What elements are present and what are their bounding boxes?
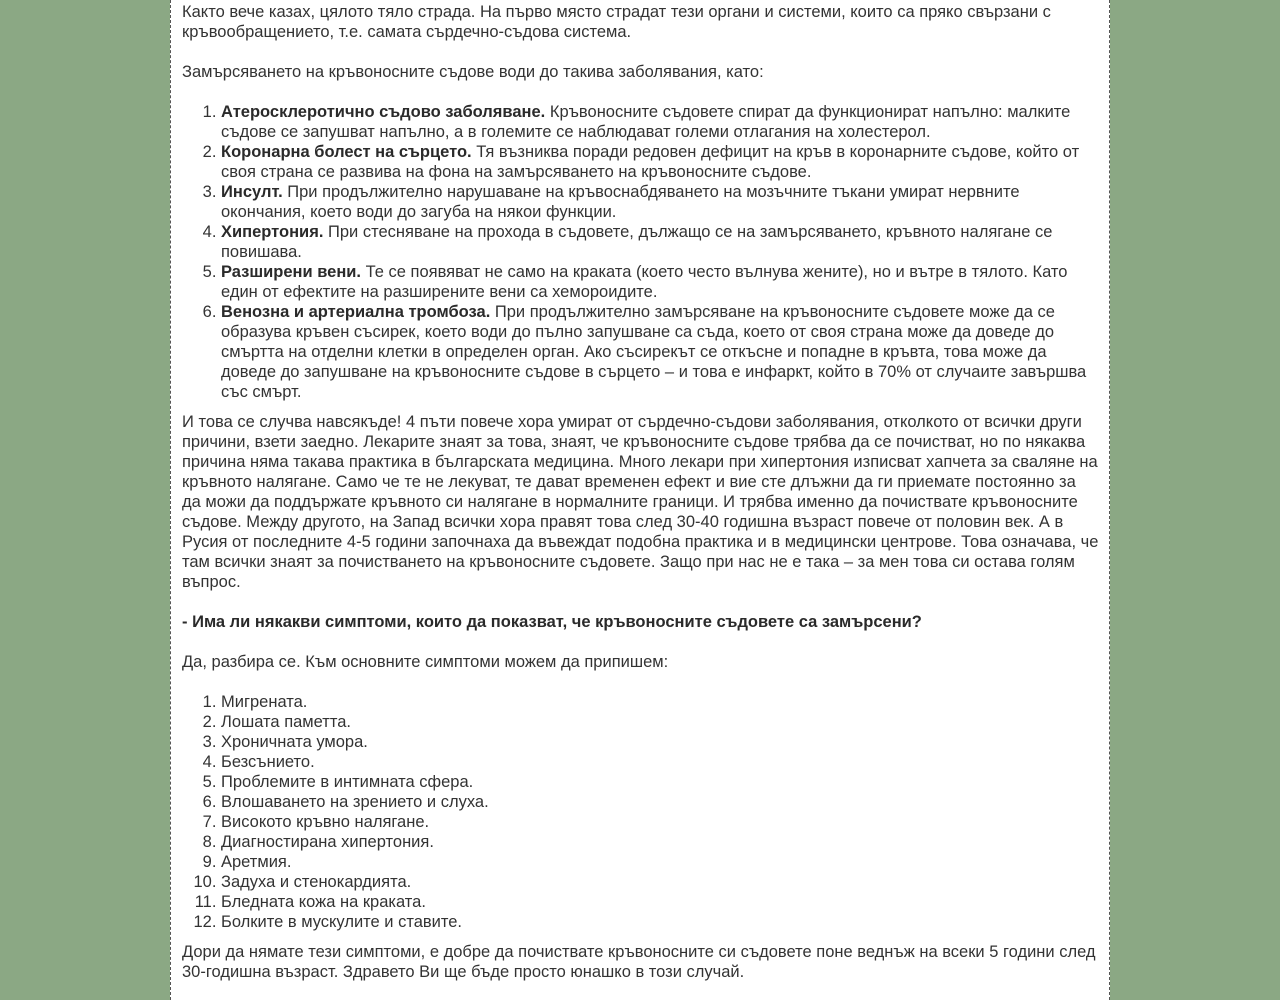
list-item — [221, 302, 1099, 402]
list-item: 7. Високото кръвно налягане. — [221, 812, 1099, 832]
list-item: 2. Лошата паметта. — [221, 712, 1099, 732]
disease-text: Те се появяват не само на краката (което често вълнува жените), но и вътре в тялото. Като един от ефектите на разширените вени са хемороидите. — [221, 263, 1068, 301]
disease-text: Кръвоносните съдовете спират да функционират напълно: малките съдове се запушват напълно, а в големите се наблюдават големи отлагания на холестерол. — [221, 103, 1071, 141]
symptoms-intro: Да, разбира се. Към основните симптоми можем да припишем: — [182, 653, 669, 671]
list-item: 4. Безсънието. — [221, 752, 1099, 772]
everywhere-paragraph: И това се случва навсякъде! 4 пъти повече хора умират от сърдечно-съдови заболявания, отколкото от всички други причини, взети заедно. Лекарите знаят за това, знаят, че кръвоносните съдове трябва да се почистват, но по някаква причина няма такава практика в българската медицина. Много лекари при хипертония изписват хапчета за сваляне на кръвното налягане. Само че те не лекуват, те дават временен ефект и вие сте длъжни да ги приемате постоянно за да можи да поддържате кръвното си налягане в нормалните граници. И трябва именно да почиствате кръвоносните съдове. Между другото, на Запад всички хора правят това след 30-40 годишна възраст повече от половин век. А в Русия от последните 4-5 години започнаха да въвеждат подобна практика и в медицински центрове. Това означава, че там всички знаят за почистването на кръвоносните съдовете. Защо при нас не е така – за мен това си остава голям въпрос. — [182, 413, 1099, 591]
closing-paragraph: Дори да нямате тези симптоми, е добре да почиствате кръвоносните си съдовете поне веднъж на всеки 5 години след 30-годишна възраст. Здравето Ви ще бъде просто юнашко в този случай. — [182, 943, 1096, 981]
list-item — [221, 102, 1099, 142]
disease-title: Венозна и артериална тромбоза. — [221, 303, 491, 321]
list-item — [221, 142, 1099, 182]
disease-text: При продължително нарушаване на кръвоснабдяването на мозъчните тъкани умират нервните окончания, което води до загуба на някои функции. — [221, 183, 1020, 221]
question-heading: - Има ли някакви симптоми, които да показват, че кръвоносните съдовете са замърсени? — [182, 613, 922, 631]
disease-text: При продължително замърсяване на кръвоносните съдовете може да се образува кръвен съсирек, което води до пълно запушване са съда, което от своя страна може да доведе до смъртта на отделни клетки в определен орган. Ако съсирекът се откъсне и попадне в кръвта, това може да доведе до запушване на кръвоносните съдове в сърцето – и това е инфаркт, който в 70% от случаите завършва със смърт. — [221, 303, 1087, 401]
list-item: 11. Бледната кожа на краката. — [221, 892, 1099, 912]
list-item: 8. Диагностирана хипертония. — [221, 832, 1099, 852]
list-item — [221, 222, 1099, 262]
list-item: 6. Влошаването на зрението и слуха. — [221, 792, 1099, 812]
list-item: 12. Болките в мускулите и ставите. — [221, 912, 1099, 932]
list-item — [221, 182, 1099, 222]
list-item: 10. Задуха и стенокардията. — [221, 872, 1099, 892]
disease-text: При стесняване на прохода в съдовете, дължащо се на замърсяването, кръвното налягане се повишава. — [221, 223, 1053, 261]
disease-title: Разширени вени. — [221, 263, 362, 281]
list-item: 1. Мигрената. — [221, 692, 1099, 712]
disease-text: Тя възниква поради редовен дефицит на кръв в коронарните съдове, който от своя страна се развива на фона на замърсяването на кръвоносните съдове. — [221, 143, 1080, 181]
list-item: 9. Аретмия. — [221, 852, 1099, 872]
list-item — [221, 262, 1099, 302]
list-item: 3. Хроничната умора. — [221, 732, 1099, 752]
disease-title: Коронарна болест на сърцето. — [221, 143, 472, 161]
symptoms-list — [182, 692, 1099, 932]
list-item: 5. Проблемите в интимната сфера. — [221, 772, 1099, 792]
disease-title: Хипертония. — [221, 223, 324, 241]
diseases-list — [182, 102, 1099, 402]
disease-title: Инсулт. — [221, 183, 283, 201]
intro-paragraph: Както вече казах, цялото тяло страда. На първо място страдат тези органи и системи, които са пряко свързани с кръвообращението, т.е. самата сърдечно-съдова система. — [182, 3, 1051, 41]
article-container — [170, 0, 1110, 1000]
disease-title: Атеросклеротично съдово заболяване. — [221, 103, 546, 121]
diseases-intro: Замърсяването на кръвоносните съдове води до такива заболявания, като: — [182, 63, 764, 81]
